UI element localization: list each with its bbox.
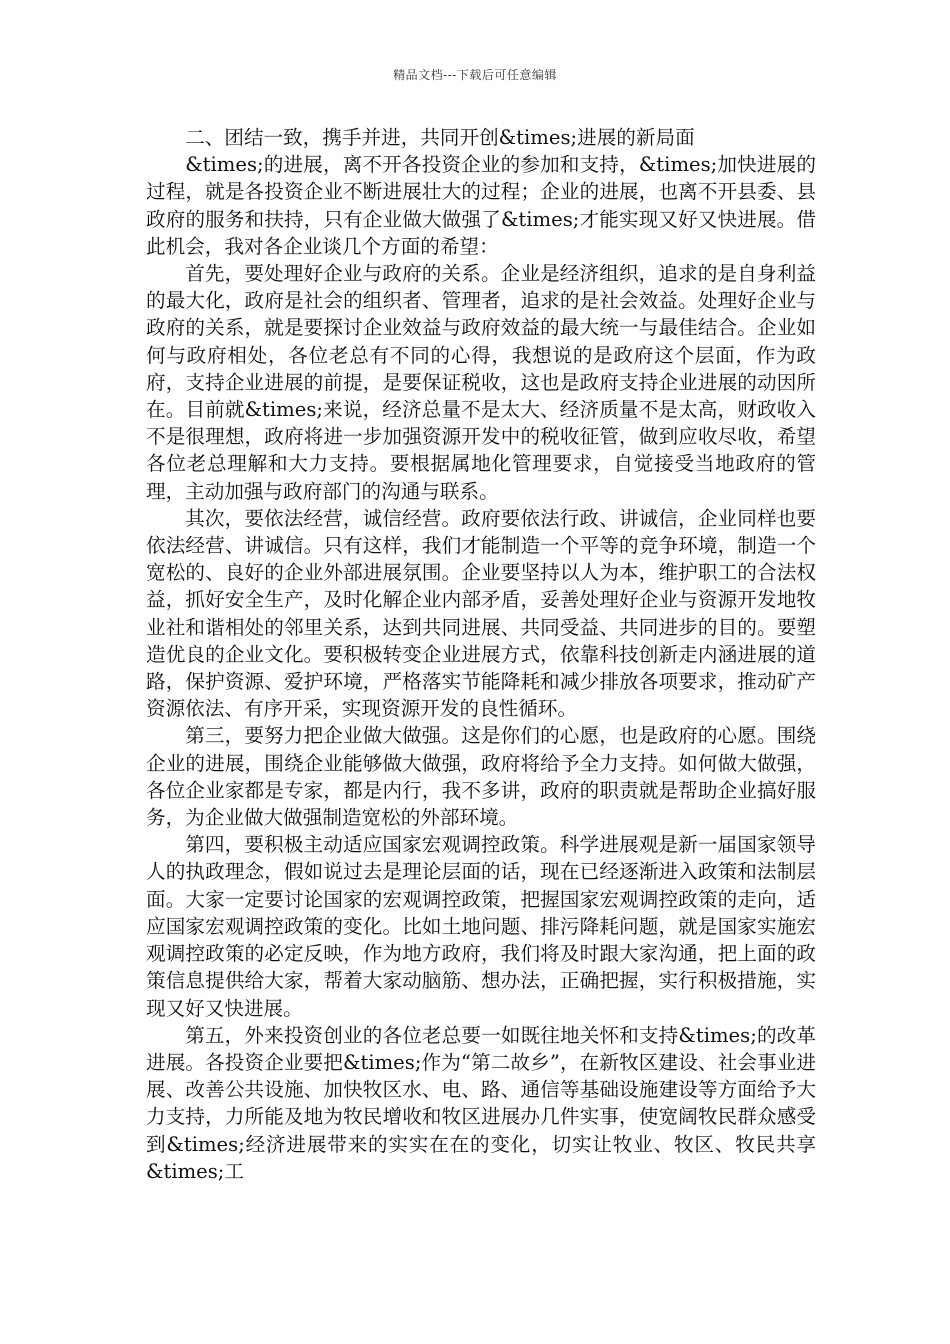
paragraph: 首先，要处理好企业与政府的关系。企业是经济组织，追求的是自身利益的最大化，政府是社会的组织者、管理者，追求的是社会效益。处理好企业与政府的关系，就是要探讨企业效益与政府效益的最大统一与最佳结合。企业如何与政府相处，各位老总有不同的心得，我想说的是政府这个层面，作为政府，支持企业进展的前提，是要保证税收，这也是政府支持企业进展的动因所在。目前就&times;来说，经济总量不是太大、经济质量不是太高，财政收入不是很理想，政府将进一步加强资源开发中的税收征管，做到应收尽收，希望各位老总理解和大力支持。要根据属地化管理要求，自觉接受当地政府的管理，主动加强与政府部门的沟通与联系。 — [146, 262, 816, 503]
paragraph: &times;的进展，离不开各投资企业的参加和支持，&times;加快进展的过程，就是各投资企业不断进展壮大的过程；企业的进展，也离不开县委、县政府的服务和扶持，只有企业做大做强了&times;才能实现又好又快进展。借此机会，我对各企业谈几个方面的希望： — [146, 153, 816, 258]
paragraph: 第三，要努力把企业做大做强。这是你们的心愿，也是政府的心愿。围绕企业的进展，围绕企业能够做大做强，政府将给予全力支持。如何做大做强，各位企业家都是专家，都是内行，我不多讲，政府的职责就是帮助企业搞好服务，为企业做大做强制造宽松的外部环境。 — [146, 724, 816, 830]
paragraph: 第五，外来投资创业的各位老总要一如既往地关怀和支持&times;的改革进展。各投资企业要把&times;作为“第二故乡”，在新牧区建设、社会事业进展、改善公共设施、加快牧区水、电、路、通信等基础设施建设等方面给予大力支持，力所能及地为牧民增收和牧区进展办几件实事，使宽阔牧民群众感受到&times;经济进展带来的实实在在的变化，切实让牧业、牧区、牧民共享&times;工 — [146, 1023, 816, 1183]
page-header: 精品文档---下载后可任意编辑 — [393, 68, 557, 82]
paragraph: 第四，要积极主动适应国家宏观调控政策。科学进展观是新一届国家领导人的执政理念，假如说过去是理论层面的话，现在已经逐渐进入政策和法制层面。大家一定要讨论国家的宏观调控政策，把握国家宏观调控政策的走向，适应国家宏观调控政策的变化。比如土地问题、排污降耗问题，就是国家实施宏观调控政策的必定反映，作为地方政府，我们将及时跟大家沟通，把上面的政策信息提供给大家，帮着大家动脑筋、想办法，正确把握，实行积极措施，实现又好又快进展。 — [146, 833, 816, 1020]
section-title: 二、团结一致，携手并进，共同开创&times;进展的新局面 — [185, 126, 695, 149]
document-body — [146, 124, 816, 1185]
paragraph: 其次，要依法经营，诚信经营。政府要依法行政、讲诚信，企业同样也要依法经营、讲诚信。只有这样，我们才能制造一个平等的竞争环境，制造一个宽松的、良好的企业外部进展氛围。企业要坚持以人为本，维护职工的合法权益，抓好安全生产，及时化解企业内部矛盾，妥善处理好企业与资源开发地牧业社和谐相处的邻里关系，达到共同进展、共同受益、共同进步的目的。要塑造优良的企业文化。要积极转变企业进展方式，依靠科技创新走内涵进展的道路，保护资源、爱护环境，严格落实节能降耗和减少排放各项要求，推动矿产资源依法、有序开采，实现资源开发的良性循环。 — [146, 506, 816, 721]
